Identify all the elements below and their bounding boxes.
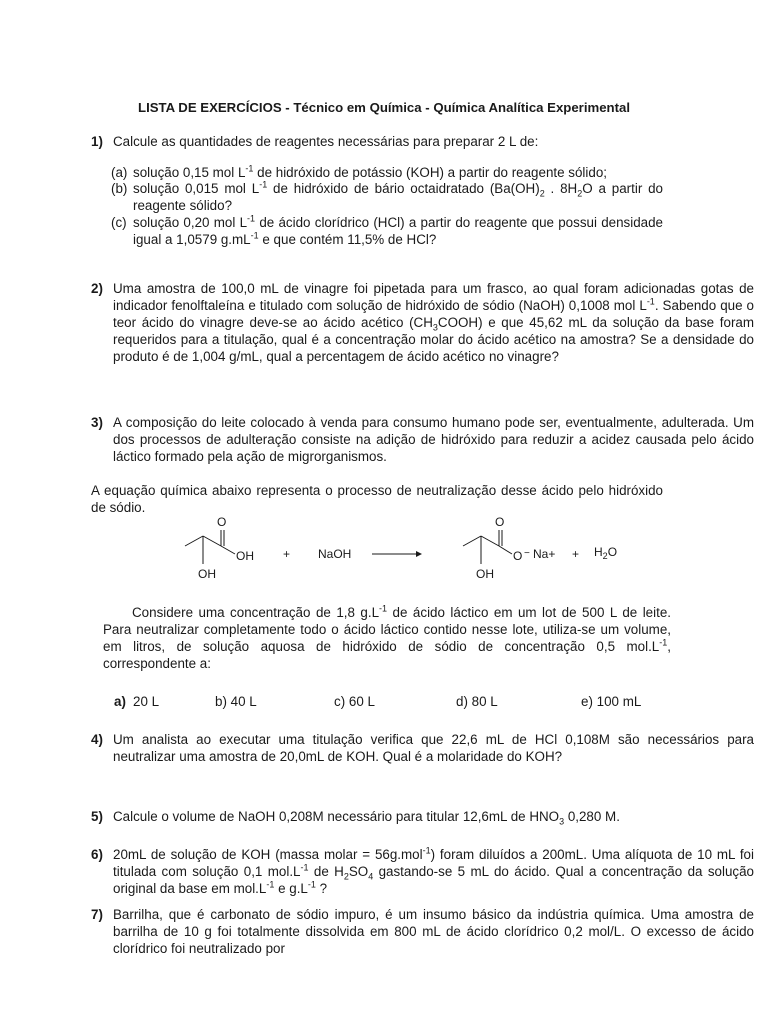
question-number: 2) [91,281,103,296]
item-label: (b) [111,181,128,196]
plus-sign: + [283,547,291,561]
water-label: $H_2O$ [594,545,618,561]
bond-line [185,536,203,546]
question-text: Calcule as quantidades de reagentes necessárias para preparar 2 L de: [113,134,539,149]
question-text: Barrilha, que é carbonato de sódio impuro, é um insumo básico da indústria química. Uma amostra de barrilha de 10 g foi totalmente dissolvida em 800 mL de ácido clorídrico 0,2 mol/L. O excesso de ácido clorídrico foi neutralizado por [113,907,754,956]
option-e: e) 100 mL [581,694,642,709]
equation-intro: A equação química abaixo representa o processo de neutralização desse ácido pelo hidróxido de sódio. [91,483,663,515]
plus-sign: + [572,547,580,561]
question-3-statement: Considere uma concentração de 1,8 $g.L^{-1}$ de ácido láctico em um lot de 500 L de leite. Para neutralizar completamente todo o ácido láctico contido nesse lote, utiliza-se um volume, em litros, de solução aquosa de hidróxido de sódio de concentração 0,5 $mol.L^{-1}$, correspondente a: [103,603,671,671]
bond-line [203,536,221,546]
question-text: A composição do leite colocado à venda para consumo humano pode ser, eventualmente, adulterada. Um dos processos de adulteração consiste na adição de hidróxido para reduzir a acidez causada pelo ácido láctico formado pela ação de migrorganismos. [113,415,754,464]
option-c: c) 60 L [334,694,375,709]
question-number: 5) [91,809,103,824]
negative-charge: − [524,548,530,559]
hydroxyl-label: OH [236,549,254,563]
question-text: 20mL de solução de KOH (massa molar = 56g.mol$^{-1}$) foram diluídos a 200mL. Uma alíquota de 10 mL foi titulada com solução 0,1 $mol.L^{-1}$ de $H_2SO_4$ gastando-se 5 mL do ácido. Qual a concentração da solução original da base em $mol.L^{-1}$ e $g.L^{-1}$ ? [113,845,754,896]
carboxylate-oxygen-label: O [513,549,523,563]
option-a: 20 L [133,694,160,709]
question-number: 1) [91,134,103,149]
question-number: 4) [91,732,103,747]
sodium-ion-label: Na+ [533,547,556,561]
question-text: Um analista ao executar uma titulação verifica que 22,6 mL de HCl 0,108M são necessários para neutralizar uma amostra de 20,0mL de KOH. Qual é a molaridade do KOH? [113,732,754,764]
option-b: b) 40 L [215,694,257,709]
bond-line [481,536,499,546]
page-title: LISTA DE EXERCÍCIOS - Técnico em Química - Química Analítica Experimental [138,100,630,115]
reaction-arrow-head [416,551,422,557]
option-d: d) 80 L [456,694,498,709]
reagent-label: NaOH [318,547,352,561]
item-text: solução 0,15 mol $L^{-1}$ de hidróxido de potássio (KOH) a partir do reagente sólido; [133,163,607,180]
question-number: 3) [91,415,103,430]
bond-line [221,546,235,554]
question-number: 7) [91,907,103,922]
question-number: 6) [91,847,103,862]
hydroxyl-label: OH [198,567,216,581]
hydroxyl-label: OH [476,567,494,581]
neutralization-reaction-diagram [180,512,640,592]
item-text: solução 0,20 mol $L^{-1}$ de ácido clorídrico (HCl) a partir do reagente que possui densidade igual a 1,0579 $g.mL^{-1}$ e que contém 11,5% de HCl? [133,213,664,247]
carbonyl-oxygen-label: O [495,515,505,529]
carbonyl-oxygen-label: O [217,515,227,529]
bond-line [463,536,481,546]
item-label: (c) [111,215,127,230]
bond-line [499,546,512,554]
item-text: solução 0,015 mol $L^{-1}$ de hidróxido de bário octaidratado ($Ba(OH)_2$ . $8H_2O$ a partir do reagente sólido? [133,179,664,213]
option-a-label: a) [114,694,126,709]
item-label: (a) [111,165,128,180]
question-text: Uma amostra de 100,0 mL de vinagre foi pipetada para um frasco, ao qual foram adicionadas gotas de indicador fenolftaleína e titulado com solução de hidróxido de sódio (NaOH) 0,1008 mol $L^{-1}$. Sabendo que o teor ácido do vinagre deve-se ao ácido acético $(CH_3COOH)$ e que 45,62 mL da solução da base foram requeridos para a titulação, qual é a concentração molar do ácido acético na amostra? Se a densidade do produto é de 1,004 g/mL, qual a percentagem de ácido acético no vinagre? [113,281,755,364]
question-text: Calcule o volume de NaOH 0,208M necessário para titular 12,6mL de $HNO_3$ 0,280 M. [113,809,620,827]
